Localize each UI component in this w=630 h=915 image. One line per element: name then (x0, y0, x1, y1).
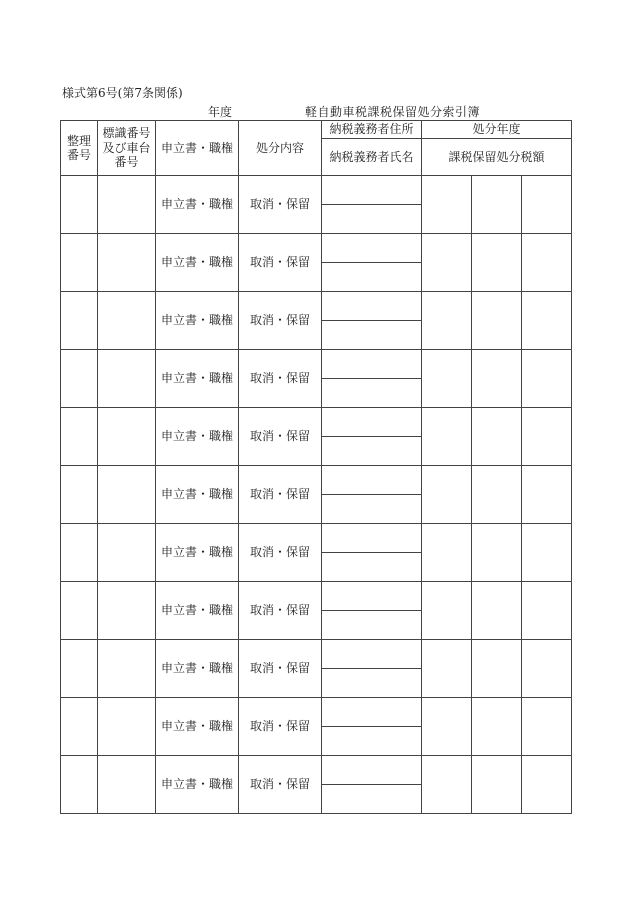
taxpayer-address-cell[interactable] (322, 756, 422, 785)
taxpayer-address-cell[interactable] (322, 234, 422, 263)
header-taxpayer-address: 納税義務者住所 (322, 121, 422, 139)
disposition-content-cell: 取消・保留 (239, 176, 322, 234)
disposition-year-cell-1[interactable] (422, 292, 472, 350)
header-application-authority: 申立書・職権 (156, 121, 239, 176)
plate-chassis-number-cell[interactable] (98, 640, 156, 698)
taxpayer-name-cell[interactable] (322, 495, 422, 524)
taxpayer-name-cell[interactable] (322, 263, 422, 292)
plate-chassis-number-cell[interactable] (98, 582, 156, 640)
seiri-number-cell[interactable] (61, 292, 98, 350)
header-row-top (61, 121, 572, 139)
taxpayer-name-cell[interactable] (322, 727, 422, 756)
application-authority-cell: 申立書・職権 (156, 350, 239, 408)
taxpayer-address-cell[interactable] (322, 582, 422, 611)
application-authority-cell: 申立書・職権 (156, 582, 239, 640)
disposition-year-cell-3[interactable] (522, 466, 572, 524)
table-row (61, 234, 572, 263)
disposition-content-cell: 取消・保留 (239, 640, 322, 698)
disposition-year-cell-3[interactable] (522, 234, 572, 292)
disposition-year-cell-3[interactable] (522, 176, 572, 234)
seiri-number-cell[interactable] (61, 466, 98, 524)
disposition-year-cell-2[interactable] (472, 292, 522, 350)
disposition-content-cell: 取消・保留 (239, 408, 322, 466)
disposition-year-cell-3[interactable] (522, 698, 572, 756)
table-row (61, 698, 572, 727)
disposition-year-cell-1[interactable] (422, 408, 472, 466)
disposition-content-cell: 取消・保留 (239, 350, 322, 408)
plate-chassis-number-cell[interactable] (98, 524, 156, 582)
application-authority-cell: 申立書・職権 (156, 524, 239, 582)
disposition-year-cell-2[interactable] (472, 756, 522, 814)
ledger-body (61, 176, 572, 814)
taxpayer-name-cell[interactable] (322, 611, 422, 640)
disposition-year-cell-2[interactable] (472, 582, 522, 640)
table-row (61, 408, 572, 437)
taxpayer-name-cell[interactable] (322, 437, 422, 466)
disposition-year-cell-3[interactable] (522, 756, 572, 814)
disposition-content-cell: 取消・保留 (239, 524, 322, 582)
disposition-year-cell-2[interactable] (472, 524, 522, 582)
disposition-year-cell-2[interactable] (472, 640, 522, 698)
application-authority-cell: 申立書・職権 (156, 698, 239, 756)
disposition-year-cell-1[interactable] (422, 640, 472, 698)
table-row (61, 756, 572, 785)
disposition-year-cell-3[interactable] (522, 350, 572, 408)
seiri-number-cell[interactable] (61, 350, 98, 408)
header-deferred-tax-amount: 課税保留処分税額 (422, 139, 572, 176)
application-authority-cell: 申立書・職権 (156, 234, 239, 292)
disposition-year-cell-2[interactable] (472, 234, 522, 292)
application-authority-cell: 申立書・職権 (156, 176, 239, 234)
disposition-content-cell: 取消・保留 (239, 292, 322, 350)
seiri-number-cell[interactable] (61, 640, 98, 698)
seiri-number-cell[interactable] (61, 234, 98, 292)
header-seiri-number: 整理 番号 (61, 121, 98, 176)
disposition-content-cell: 取消・保留 (239, 234, 322, 292)
taxpayer-name-cell[interactable] (322, 669, 422, 698)
taxpayer-address-cell[interactable] (322, 176, 422, 205)
disposition-year-cell-1[interactable] (422, 698, 472, 756)
disposition-year-cell-2[interactable] (472, 176, 522, 234)
header-taxpayer-name: 納税義務者氏名 (322, 139, 422, 176)
taxpayer-address-cell[interactable] (322, 350, 422, 379)
disposition-year-cell-2[interactable] (472, 408, 522, 466)
taxpayer-address-cell[interactable] (322, 408, 422, 437)
header-plate-chassis-number: 標識番号 及び車台 番号 (98, 121, 156, 176)
form-number-label: 様式第6号(第7条関係) (62, 86, 183, 100)
plate-chassis-number-cell[interactable] (98, 176, 156, 234)
application-authority-cell: 申立書・職権 (156, 640, 239, 698)
fiscal-year-label: 年度 (208, 105, 233, 119)
taxpayer-name-cell[interactable] (322, 379, 422, 408)
plate-chassis-number-cell[interactable] (98, 234, 156, 292)
disposition-year-cell-1[interactable] (422, 350, 472, 408)
disposition-year-cell-1[interactable] (422, 756, 472, 814)
disposition-year-cell-3[interactable] (522, 408, 572, 466)
seiri-number-cell[interactable] (61, 756, 98, 814)
disposition-year-cell-2[interactable] (472, 350, 522, 408)
disposition-content-cell: 取消・保留 (239, 756, 322, 814)
plate-chassis-number-cell[interactable] (98, 756, 156, 814)
plate-chassis-number-cell[interactable] (98, 350, 156, 408)
header-disposition-year: 処分年度 (422, 121, 572, 139)
seiri-number-cell[interactable] (61, 524, 98, 582)
disposition-content-cell: 取消・保留 (239, 582, 322, 640)
application-authority-cell: 申立書・職権 (156, 292, 239, 350)
table-row (61, 524, 572, 553)
disposition-year-cell-2[interactable] (472, 698, 522, 756)
taxpayer-address-cell[interactable] (322, 640, 422, 669)
table-row (61, 640, 572, 669)
application-authority-cell: 申立書・職権 (156, 408, 239, 466)
table-row (61, 292, 572, 321)
disposition-year-cell-3[interactable] (522, 582, 572, 640)
table-row (61, 466, 572, 495)
plate-chassis-number-cell[interactable] (98, 466, 156, 524)
disposition-content-cell: 取消・保留 (239, 466, 322, 524)
table-row (61, 582, 572, 611)
plate-chassis-number-cell[interactable] (98, 292, 156, 350)
seiri-number-cell[interactable] (61, 582, 98, 640)
plate-chassis-number-cell[interactable] (98, 698, 156, 756)
disposition-year-cell-1[interactable] (422, 466, 472, 524)
taxpayer-address-cell[interactable] (322, 698, 422, 727)
header-disposition-content: 処分内容 (239, 121, 322, 176)
disposition-year-cell-3[interactable] (522, 640, 572, 698)
application-authority-cell: 申立書・職権 (156, 756, 239, 814)
seiri-number-cell[interactable] (61, 408, 98, 466)
taxpayer-name-cell[interactable] (322, 553, 422, 582)
plate-chassis-number-cell[interactable] (98, 408, 156, 466)
disposition-year-cell-1[interactable] (422, 176, 472, 234)
disposition-year-cell-3[interactable] (522, 524, 572, 582)
disposition-year-cell-1[interactable] (422, 234, 472, 292)
taxpayer-name-cell[interactable] (322, 205, 422, 234)
seiri-number-cell[interactable] (61, 176, 98, 234)
table-row (61, 350, 572, 379)
disposition-content-cell: 取消・保留 (239, 698, 322, 756)
disposition-year-cell-2[interactable] (472, 466, 522, 524)
seiri-number-cell[interactable] (61, 698, 98, 756)
disposition-year-cell-1[interactable] (422, 582, 472, 640)
document-title: 軽自動車税課税保留処分索引簿 (305, 105, 481, 119)
taxpayer-address-cell[interactable] (322, 466, 422, 495)
taxpayer-name-cell[interactable] (322, 321, 422, 350)
taxpayer-address-cell[interactable] (322, 292, 422, 321)
ledger-table (60, 120, 572, 814)
application-authority-cell: 申立書・職権 (156, 466, 239, 524)
disposition-year-cell-3[interactable] (522, 292, 572, 350)
disposition-year-cell-1[interactable] (422, 524, 472, 582)
taxpayer-name-cell[interactable] (322, 785, 422, 814)
table-row (61, 176, 572, 205)
taxpayer-address-cell[interactable] (322, 524, 422, 553)
